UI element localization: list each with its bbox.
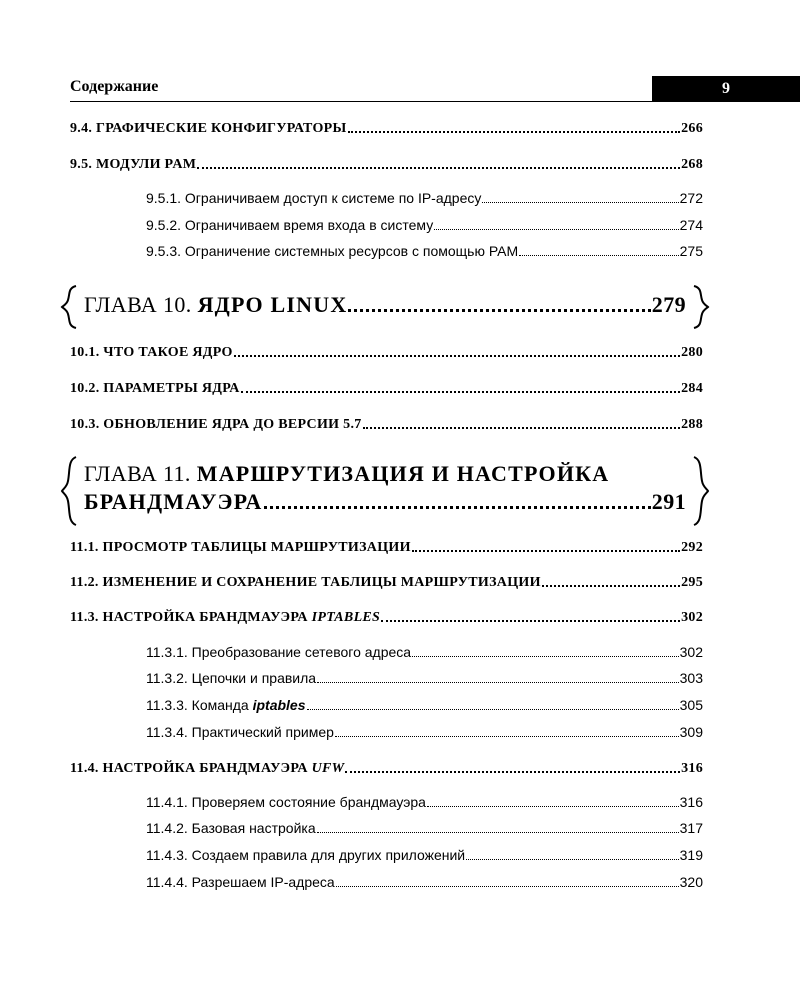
toc-section-11-3[interactable] — [70, 610, 703, 626]
chapter-title-line1: МАРШРУТИЗАЦИЯ И НАСТРОЙКА — [196, 461, 610, 486]
leader-dots — [317, 832, 679, 833]
toc-section-9-5[interactable] — [70, 157, 703, 173]
page-number: 9 — [722, 80, 730, 97]
right-brace-icon — [690, 455, 710, 527]
toc-section-title: 9.5. МОДУЛИ PAM — [70, 157, 197, 172]
toc-section-title: 10.1. ЧТО ТАКОЕ ЯДРО — [70, 345, 233, 360]
toc-subsection-title: 9.5.2. Ограничиваем время входа в систему — [146, 217, 434, 233]
chapter-prefix: ГЛАВА 11. — [84, 461, 191, 486]
toc-subsection-11-3-3[interactable] — [146, 697, 703, 713]
toc-section-10-1[interactable] — [70, 345, 703, 361]
toc-section-9-4[interactable] — [70, 121, 703, 137]
toc-section-title: 11.2. ИЗМЕНЕНИЕ И СОХРАНЕНИЕ ТАБЛИЦЫ МАРШРУТИЗАЦИИ — [70, 575, 541, 590]
chapter-title: ЯДРО LINUX — [197, 292, 348, 317]
toc-page-number: 316 — [679, 794, 703, 810]
chapter-title-line2: БРАНДМАУЭРА — [84, 489, 263, 514]
toc-subsection-title: 11.4.4. Разрешаем IP-адреса — [146, 874, 335, 890]
toc-subsection-title: 9.5.3. Ограничение системных ресурсов с помощью PAM — [146, 243, 519, 259]
toc-page-number: 275 — [679, 243, 703, 259]
toc-section-title: 11.3. НАСТРОЙКА БРАНДМАУЭРА IPTABLES — [70, 610, 381, 625]
toc-section-title: 10.2. ПАРАМЕТРЫ ЯДРА — [70, 381, 240, 396]
toc-subsection-title-italic: iptables — [252, 697, 306, 713]
leader-dots — [542, 585, 680, 587]
toc-page-number: 274 — [679, 217, 703, 233]
chapter-page-number: 279 — [651, 292, 686, 317]
toc-page-number: 292 — [681, 540, 703, 555]
leader-dots — [264, 506, 651, 509]
leader-dots — [412, 550, 680, 552]
leader-dots — [335, 736, 679, 737]
toc-page-number: 316 — [681, 761, 703, 776]
toc-page-number: 280 — [681, 345, 703, 360]
leader-dots — [412, 656, 679, 657]
toc-page-number: 266 — [681, 121, 703, 136]
leader-dots — [434, 229, 678, 230]
toc-page-number: 288 — [681, 417, 703, 432]
toc-page-number: 268 — [681, 157, 703, 172]
toc-subsection-11-3-4[interactable] — [146, 724, 703, 740]
header-rule — [70, 101, 800, 102]
leader-dots — [466, 859, 679, 860]
leader-dots — [348, 309, 650, 312]
header-title: Содержание — [70, 78, 159, 95]
toc-section-title: 11.1. ПРОСМОТР ТАБЛИЦЫ МАРШРУТИЗАЦИИ — [70, 540, 411, 555]
toc-subsection-title: 11.4.2. Базовая настройка — [146, 820, 316, 836]
leader-dots — [336, 886, 679, 887]
toc-subsection-title: 11.4.1. Проверяем состояние брандмауэра — [146, 794, 426, 810]
toc-chapter-11[interactable] — [60, 455, 710, 527]
toc-subsection-11-3-2[interactable] — [146, 670, 703, 686]
leader-dots — [348, 131, 681, 133]
toc-section-title-italic: UFW — [311, 761, 345, 776]
toc-section-11-4[interactable] — [70, 761, 703, 777]
chapter-page-number: 291 — [651, 489, 686, 514]
toc-page-number: 320 — [679, 874, 703, 890]
leader-dots — [363, 427, 681, 429]
toc-subsection-11-3-1[interactable] — [146, 644, 703, 660]
toc-section-title-italic: IPTABLES — [311, 610, 381, 625]
toc-subsection-11-4-1[interactable] — [146, 794, 703, 810]
toc-subsection-title: 11.3.3. Команда iptables — [146, 697, 306, 713]
toc-page-number: 317 — [679, 820, 703, 836]
toc-subsection-title: 11.3.2. Цепочки и правила — [146, 670, 317, 686]
leader-dots — [427, 806, 679, 807]
toc-subsection-title: 11.3.1. Преобразование сетевого адреса — [146, 644, 412, 660]
toc-section-11-1[interactable] — [70, 540, 703, 556]
toc-page-number: 302 — [681, 610, 703, 625]
toc-subsection-9-5-1[interactable] — [146, 190, 703, 206]
toc-page-number: 309 — [679, 724, 703, 740]
toc-page-number: 302 — [679, 644, 703, 660]
toc-page-number: 305 — [679, 697, 703, 713]
toc-subsection-11-4-4[interactable] — [146, 874, 703, 890]
toc-page-number: 284 — [681, 381, 703, 396]
toc-chapter-10[interactable] — [60, 284, 710, 330]
toc-page-number: 295 — [681, 575, 703, 590]
toc-page-number: 319 — [679, 847, 703, 863]
leader-dots — [307, 709, 679, 710]
page-number-box — [652, 76, 800, 102]
toc-section-title: 9.4. ГРАФИЧЕСКИЕ КОНФИГУРАТОРЫ — [70, 121, 347, 136]
page-header — [70, 76, 800, 102]
toc-subsection-title: 11.3.4. Практический пример — [146, 724, 334, 740]
toc-subsection-11-4-3[interactable] — [146, 847, 703, 863]
toc-page-number: 272 — [679, 190, 703, 206]
leader-dots — [241, 391, 680, 393]
toc-subsection-title: 9.5.1. Ограничиваем доступ к системе по IP-адресу — [146, 190, 482, 206]
toc-subsection-title: 11.4.3. Создаем правила для других приложений — [146, 847, 466, 863]
leader-dots — [381, 620, 680, 622]
leader-dots — [519, 255, 678, 256]
toc-page-number: 303 — [679, 670, 703, 686]
toc-section-10-2[interactable] — [70, 381, 703, 397]
left-brace-icon — [60, 284, 80, 330]
toc-section-title: 10.3. ОБНОВЛЕНИЕ ЯДРА ДО ВЕРСИИ 5.7 — [70, 417, 362, 432]
toc-section-10-3[interactable] — [70, 417, 703, 433]
right-brace-icon — [690, 284, 710, 330]
toc-subsection-9-5-2[interactable] — [146, 217, 703, 233]
toc-section-11-2[interactable] — [70, 575, 703, 591]
left-brace-icon — [60, 455, 80, 527]
leader-dots — [317, 682, 679, 683]
leader-dots — [197, 167, 680, 169]
toc-subsection-9-5-3[interactable] — [146, 243, 703, 259]
chapter-prefix: ГЛАВА 10. — [84, 292, 192, 317]
leader-dots — [234, 355, 680, 357]
toc-subsection-11-4-2[interactable] — [146, 820, 703, 836]
leader-dots — [482, 202, 678, 203]
leader-dots — [345, 771, 680, 773]
toc-section-title: 11.4. НАСТРОЙКА БРАНДМАУЭРА UFW — [70, 761, 345, 776]
